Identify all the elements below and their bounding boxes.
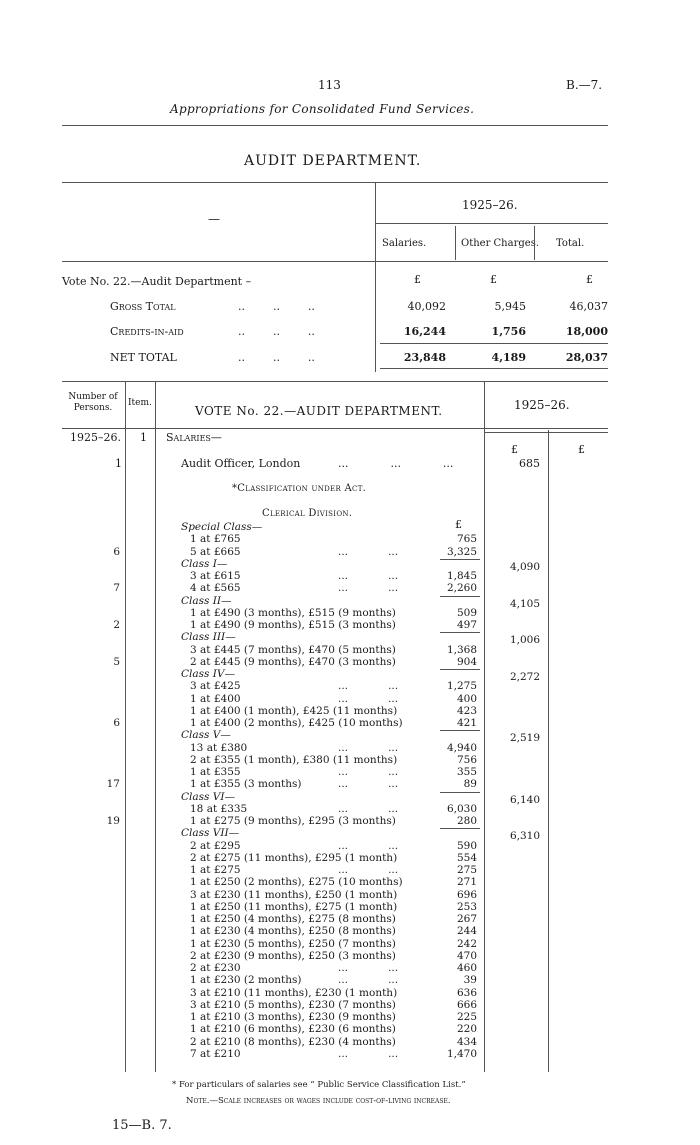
line-description: 1 at £230 (2 months)	[190, 974, 302, 987]
running-title: Appropriations for Consolidated Fund Services.	[170, 102, 475, 116]
line-amount: 470	[456, 949, 477, 962]
class-heading: Special Class—	[181, 521, 263, 533]
currency-b: £	[578, 443, 585, 456]
line-description: 3 at £210 (11 months), £230 (1 month)	[190, 986, 398, 999]
line-leaders: ... ...	[338, 741, 399, 754]
vote-label: Vote No. 22.—Audit Department –	[62, 275, 252, 288]
group-subtotal: 2,519	[509, 732, 540, 745]
summary-year: 1925–26.	[462, 198, 518, 212]
currency-a: £	[511, 443, 518, 456]
group-subtotal: 6,140	[509, 793, 540, 806]
audit-officer-leaders: ... ... ...	[338, 457, 454, 470]
line-description: 1 at £250 (11 months), £275 (1 month)	[190, 900, 398, 913]
line-description: 1 at £250 (2 months), £275 (10 months)	[190, 876, 403, 889]
line-amount: 756	[456, 753, 477, 766]
detail-year: 1925–26.	[514, 398, 570, 412]
line-amount: 267	[456, 913, 477, 925]
class-heading: Class V—	[181, 729, 231, 742]
persons-count: 7	[113, 582, 120, 595]
credits-leaders: .. .. ..	[238, 325, 315, 338]
gross-salaries: 40,092	[407, 300, 446, 313]
net-total: 28,037	[565, 351, 608, 364]
department-title: AUDIT DEPARTMENT.	[244, 153, 422, 169]
line-amount: 1,368	[446, 643, 477, 656]
line-leaders: ... ...	[338, 802, 399, 815]
col-other-charges: Other Charges.	[461, 238, 539, 249]
line-amount: 460	[456, 962, 477, 974]
line-amount: 554	[456, 851, 477, 864]
line-leaders: ... ...	[338, 839, 399, 852]
line-amount: 275	[456, 864, 477, 876]
net-other: 4,189	[491, 351, 526, 364]
group-subtotal: 4,090	[509, 560, 540, 573]
line-description: 1 at £400 (1 month), £425 (11 months)	[190, 704, 398, 717]
line-description: 3 at £425	[190, 680, 241, 693]
line-description: 13 at £380	[190, 741, 248, 754]
line-description: 1 at £210 (6 months), £230 (6 months)	[190, 1023, 396, 1036]
line-description: 1 at £765	[190, 533, 241, 546]
line-amount: 765	[456, 533, 477, 546]
line-description: 1 at £275	[190, 864, 241, 876]
credits-other: 1,756	[491, 325, 526, 338]
class-heading: Class III—	[181, 631, 236, 644]
line-description: 3 at £615	[190, 570, 241, 582]
division-heading: Clerical Division.	[262, 508, 353, 519]
line-amount: 253	[456, 900, 477, 913]
group-subtotal: 2,272	[509, 671, 540, 683]
page-footer: 15—B. 7.	[112, 1118, 172, 1133]
line-amount: 4,940	[446, 741, 477, 754]
line-description: 1 at £490 (3 months), £515 (9 months)	[190, 606, 396, 619]
line-amount: 39	[463, 974, 477, 987]
line-description: 1 at £250 (4 months), £275 (8 months)	[190, 913, 396, 925]
gross-total-label: Gross Total	[110, 300, 176, 313]
line-leaders: ... ...	[338, 680, 399, 693]
line-amount: 904	[456, 655, 477, 668]
line-description: 2 at £275 (11 months), £295 (1 month)	[190, 851, 398, 864]
pound-sign: £	[455, 518, 462, 531]
year-left: 1925–26.	[70, 431, 121, 444]
line-description: 18 at £335	[190, 802, 248, 815]
credits-total: 18,000	[565, 325, 608, 338]
classification-heading: *Classification under Act.	[232, 483, 367, 494]
page-number: 113	[318, 78, 341, 92]
group-subtotal: 1,006	[509, 634, 540, 647]
line-amount: 590	[456, 839, 477, 852]
line-amount: 244	[456, 925, 477, 938]
gross-other: 5,945	[494, 300, 526, 313]
line-leaders: ... ...	[338, 962, 399, 974]
line-description: 3 at £210 (5 months), £230 (7 months)	[190, 998, 396, 1011]
line-leaders: ... ...	[338, 778, 399, 791]
audit-officer-value: 685	[519, 457, 540, 470]
class-heading: Class VII—	[181, 827, 240, 840]
persons-count: 6	[113, 717, 120, 729]
persons-count: 5	[113, 655, 120, 668]
line-description: 1 at £230 (4 months), £250 (8 months)	[190, 925, 396, 938]
subtotal-rule	[440, 828, 480, 829]
group-subtotal: 6,310	[509, 830, 540, 843]
class-heading: Class I—	[181, 557, 228, 570]
line-amount: 666	[456, 998, 477, 1011]
line-leaders: ... ...	[338, 974, 399, 987]
page-reference: B.—7.	[566, 78, 603, 92]
line-amount: 1,275	[446, 680, 477, 693]
subtotal-rule	[440, 669, 480, 670]
class-heading: Class IV—	[181, 668, 235, 680]
line-amount: 271	[456, 876, 477, 889]
net-total-leaders: .. .. ..	[238, 351, 315, 364]
line-amount: 89	[463, 778, 477, 791]
persons-count: 19	[106, 815, 120, 827]
class-heading: Class II—	[181, 594, 232, 607]
group-subtotal: 4,105	[509, 597, 540, 610]
item-number: 1	[140, 431, 147, 444]
persons-count: 17	[106, 778, 120, 791]
gross-total: 46,037	[569, 300, 608, 313]
line-amount: 3,325	[446, 545, 477, 558]
col-salaries: Salaries.	[382, 238, 427, 249]
subtotal-rule	[440, 730, 480, 731]
currency-other: £	[490, 273, 497, 286]
footnote-scale-increases: Note.—Scale increases or wages include cost-of-living increase.	[186, 1096, 451, 1106]
line-description: 2 at £230	[190, 962, 241, 974]
summary-dash: —	[208, 212, 220, 226]
line-leaders: ... ...	[338, 864, 399, 876]
line-leaders: ... ...	[338, 766, 399, 778]
salaries-heading: Salaries—	[166, 431, 222, 444]
line-description: 5 at £665	[190, 545, 241, 558]
class-heading: Class VI—	[181, 790, 235, 803]
line-description: 3 at £445 (7 months), £470 (5 months)	[190, 643, 396, 656]
subtotal-rule	[440, 792, 480, 793]
subtotal-rule	[440, 559, 480, 560]
line-description: 7 at £210	[190, 1047, 241, 1060]
line-amount: 2,260	[446, 582, 477, 595]
currency-salaries: £	[414, 273, 421, 286]
line-amount: 242	[456, 937, 477, 950]
line-amount: 400	[456, 692, 477, 705]
line-description: 1 at £400 (2 months), £425 (10 months)	[190, 717, 403, 729]
line-description: 4 at £565	[190, 582, 241, 595]
col-item: Item.	[128, 398, 152, 408]
persons-count: 2	[113, 619, 120, 631]
line-leaders: ... ...	[338, 692, 399, 705]
audit-officer-label: Audit Officer, London	[181, 457, 301, 470]
subtotal-rule	[440, 596, 480, 597]
line-amount: 1,470	[446, 1047, 477, 1060]
line-amount: 421	[456, 717, 477, 729]
line-leaders: ... ...	[338, 1047, 399, 1060]
line-amount: 220	[456, 1023, 477, 1036]
line-description: 2 at £230 (9 months), £250 (3 months)	[190, 949, 396, 962]
line-description: 1 at £275 (9 months), £295 (3 months)	[190, 815, 396, 827]
detail-title: VOTE No. 22.—AUDIT DEPARTMENT.	[195, 404, 443, 418]
line-amount: 280	[456, 815, 477, 827]
line-amount: 1,845	[446, 570, 477, 582]
line-amount: 434	[456, 1035, 477, 1048]
line-description: 1 at £490 (9 months), £515 (3 months)	[190, 619, 396, 631]
line-amount: 6,030	[446, 802, 477, 815]
line-amount: 696	[456, 888, 477, 901]
line-amount: 225	[456, 1011, 477, 1023]
line-leaders: ... ...	[338, 545, 399, 558]
line-description: 1 at £230 (5 months), £250 (7 months)	[190, 937, 396, 950]
line-description: 1 at £355 (3 months)	[190, 778, 302, 791]
line-description: 2 at £210 (8 months), £230 (4 months)	[190, 1035, 396, 1048]
line-description: 3 at £230 (11 months), £250 (1 month)	[190, 888, 398, 901]
net-total-label: NET TOTAL	[110, 351, 177, 364]
line-description: 2 at £445 (9 months), £470 (3 months)	[190, 655, 396, 668]
line-amount: 423	[456, 704, 477, 717]
col-total: Total.	[556, 238, 585, 249]
line-description: 1 at £355	[190, 766, 241, 778]
footnote-classification: * For particulars of salaries see “ Public Service Classification List.”	[172, 1080, 466, 1090]
credits-label: Credits-in-aid	[110, 325, 184, 338]
col-number-of-persons: Number of Persons.	[68, 392, 118, 413]
line-amount: 636	[456, 986, 477, 999]
net-salaries: 23,848	[403, 351, 446, 364]
line-description: 2 at £355 (1 month), £380 (11 months)	[190, 753, 398, 766]
persons-audit-officer: 1	[115, 457, 122, 470]
line-description: 1 at £210 (3 months), £230 (9 months)	[190, 1011, 396, 1023]
line-description: 2 at £295	[190, 839, 241, 852]
line-amount: 355	[456, 766, 477, 778]
line-leaders: ... ...	[338, 570, 399, 582]
credits-salaries: 16,244	[403, 325, 446, 338]
subtotal-rule	[440, 632, 480, 633]
line-description: 1 at £400	[190, 692, 241, 705]
currency-total: £	[586, 273, 593, 286]
line-amount: 497	[456, 619, 477, 631]
line-leaders: ... ...	[338, 582, 399, 595]
line-amount: 509	[456, 606, 477, 619]
gross-total-leaders: .. .. ..	[238, 300, 315, 313]
persons-count: 6	[113, 545, 120, 558]
